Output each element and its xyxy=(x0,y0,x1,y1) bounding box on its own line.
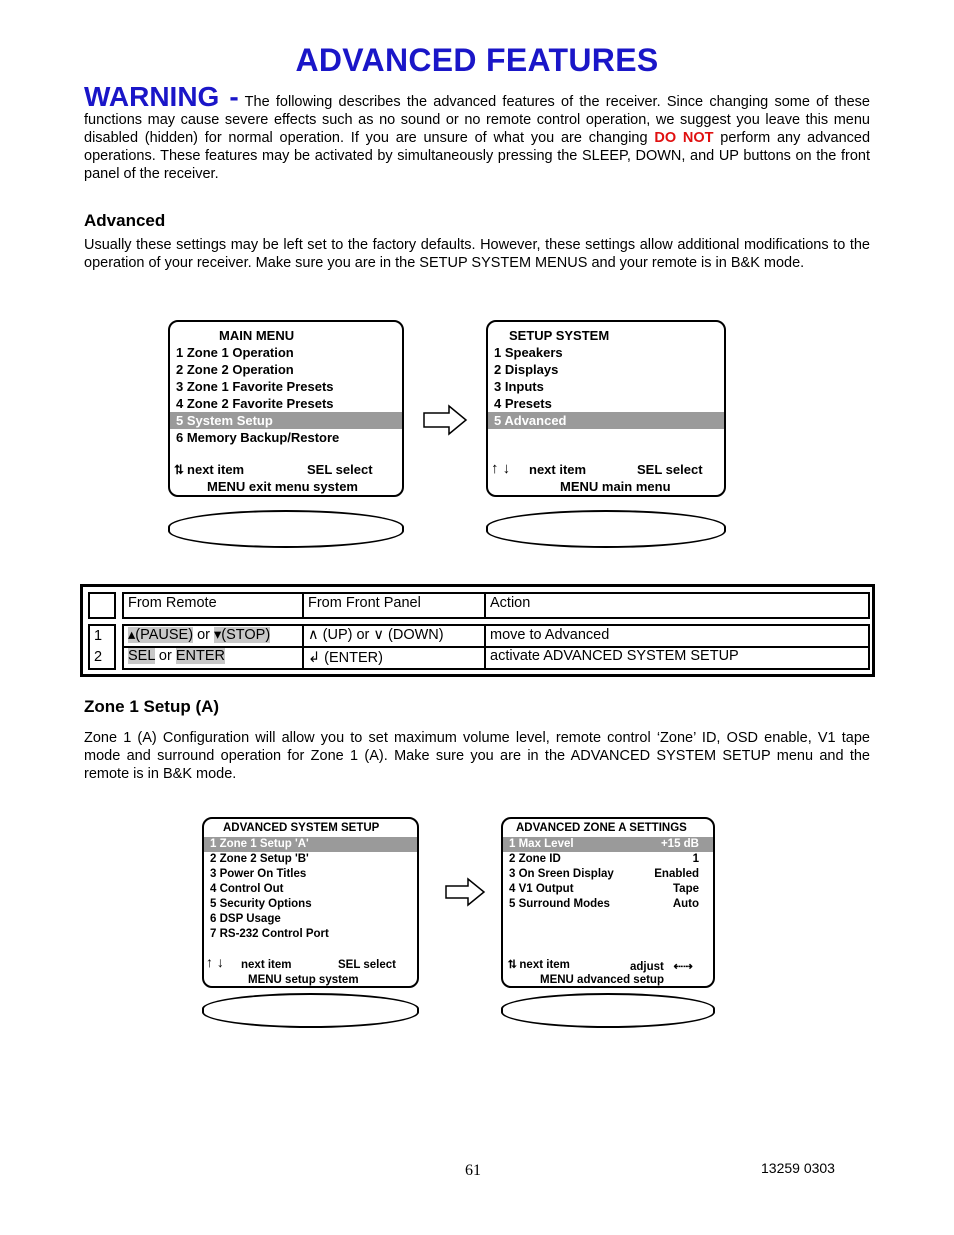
up-down-arrows-icon: ⮁ xyxy=(173,462,184,477)
adv-zone-footer-menu: MENU advanced setup xyxy=(540,974,664,986)
document-code: 13259 0303 xyxy=(761,1160,835,1176)
row-1-action: move to Advanced xyxy=(484,624,870,648)
list-item[interactable]: 3 Inputs xyxy=(494,379,544,394)
setting-value: Tape xyxy=(673,883,699,895)
list-item[interactable]: 6 Memory Backup/Restore xyxy=(176,430,340,445)
instruction-table xyxy=(80,584,875,677)
right-arrow-icon xyxy=(444,877,486,907)
list-item[interactable] xyxy=(503,837,713,852)
page-number: 61 xyxy=(465,1162,481,1179)
row-1-panel: ∧ (UP) or ∨ (DOWN) xyxy=(302,624,486,648)
main-menu-footer-sel: SEL select xyxy=(307,462,373,477)
advanced-paragraph: Usually these settings may be left set to the factory defaults. However, these settings allow additional modifications to the operation of your receiver. Make sure you are in the SETUP SYSTEM MENUS and your remote is in B&K mode. xyxy=(84,237,870,271)
list-item[interactable]: 1 Zone 1 Operation xyxy=(176,345,294,360)
adv-zone-footer-nav: ⮁ next item xyxy=(507,959,570,971)
table-header-remote: From Remote xyxy=(122,592,304,619)
setup-system-remote-oval xyxy=(486,510,726,548)
list-item[interactable]: 4 Zone 2 Favorite Presets xyxy=(176,396,334,411)
adv-zone-remote-oval xyxy=(501,993,715,1028)
warning-text-1: The following describes the advanced features of the receiver. Since changing some of these functions may cause severe effects such as no sound or no remote control operation, we suggest you leave this menu disabled (hidden) for normal operation. If you are unsure of what you are changing xyxy=(84,94,870,146)
page-title: ADVANCED FEATURES xyxy=(295,42,659,78)
setting-label: 1 Max Level xyxy=(509,838,574,850)
main-menu-list xyxy=(170,344,402,446)
adv-system-setup-screen xyxy=(202,817,419,988)
setting-label: 4 V1 Output xyxy=(509,883,574,895)
main-menu-screen xyxy=(168,320,404,497)
zone1-heading: Zone 1 Setup (A) xyxy=(84,697,220,716)
setup-system-footer-sel: SEL select xyxy=(637,462,703,477)
adv-system-footer-sel: SEL select xyxy=(338,959,396,971)
adv-zone-a-title: ADVANCED ZONE A SETTINGS xyxy=(516,822,687,834)
setting-value: +15 dB xyxy=(660,838,699,850)
adv-system-footer-menu: MENU setup system xyxy=(248,974,359,986)
row-1-remote-b: ▾(STOP) xyxy=(214,627,271,643)
row-2-remote-a: SEL xyxy=(128,648,155,664)
list-item[interactable] xyxy=(503,882,713,897)
table-header-panel: From Front Panel xyxy=(302,592,486,619)
list-item[interactable]: 6 DSP Usage xyxy=(210,913,281,925)
list-item[interactable]: 4 Presets xyxy=(494,396,552,411)
row-2-action: activate ADVANCED SYSTEM SETUP xyxy=(484,646,870,670)
table-corner-cell xyxy=(88,592,116,619)
adv-zone-footer-adjust: adjust ⇠⇢ xyxy=(630,961,693,973)
row-2-remote-b: ENTER xyxy=(175,648,225,664)
table-num-column xyxy=(88,624,116,670)
adv-zone-a-screen xyxy=(501,817,715,988)
list-item[interactable]: 1 Speakers xyxy=(494,345,563,360)
setting-label: 2 Zone ID xyxy=(509,853,561,865)
table-row: ▴(PAUSE) or ▾(STOP) xyxy=(122,624,304,648)
up-down-arrows-icon: ↑ ↓ xyxy=(206,954,224,970)
list-item[interactable] xyxy=(503,897,713,912)
up-down-arrows-icon: ⮁ xyxy=(507,959,517,971)
zone1-paragraph: Zone 1 (A) Configuration will allow you to set maximum volume level, remote control ‘Zone’ ID, OSD enable, V1 tape mode and surround operation for Zone 1 (A). Make sure you are in the ADVANCED SYSTEM SETUP menu and the remote is in B&K mode. xyxy=(84,730,870,782)
row-1-remote-a: ▴(PAUSE) xyxy=(128,627,194,643)
list-item[interactable]: 3 Power On Titles xyxy=(210,868,307,880)
setting-value: Auto xyxy=(672,898,699,910)
setup-system-footer-menu: MENU main menu xyxy=(560,479,671,494)
setup-system-list xyxy=(488,344,724,429)
list-item[interactable]: 2 Zone 2 Operation xyxy=(176,362,294,377)
adv-system-footer-nav: next item xyxy=(241,959,292,971)
setup-system-title: SETUP SYSTEM xyxy=(509,328,610,343)
right-arrow-icon xyxy=(422,404,468,436)
list-item[interactable] xyxy=(503,867,713,882)
list-item[interactable]: 2 Zone 2 Setup 'B' xyxy=(210,853,309,865)
list-item[interactable]: 5 Advanced xyxy=(488,412,724,429)
row-2-panel: ↲ (ENTER) xyxy=(302,646,486,670)
row-2-num: 2 xyxy=(94,649,103,665)
warning-emphasis: DO NOT xyxy=(654,130,714,146)
main-menu-remote-oval xyxy=(168,510,404,548)
table-row: SEL or ENTER xyxy=(122,646,304,670)
list-item[interactable]: 1 Zone 1 Setup 'A' xyxy=(204,837,417,852)
main-menu-footer-nav: ⮁ next item xyxy=(173,462,245,477)
list-item[interactable]: 5 Security Options xyxy=(210,898,312,910)
main-menu-footer-menu: MENU exit menu system xyxy=(207,479,358,494)
setup-system-screen xyxy=(486,320,726,497)
list-item[interactable]: 4 Control Out xyxy=(210,883,284,895)
warning-label: WARNING - xyxy=(84,81,239,112)
main-menu-title: MAIN MENU xyxy=(219,328,295,343)
up-down-arrows-icon: ↑ ↓ xyxy=(491,460,511,477)
list-item[interactable]: 3 Zone 1 Favorite Presets xyxy=(176,379,334,394)
setting-label: 3 On Sreen Display xyxy=(509,868,614,880)
adv-zone-a-list xyxy=(503,837,713,912)
setup-system-footer-nav: next item xyxy=(529,462,587,477)
warning-text-2: perform any advanced operations. These features may be activated by simultaneously pressing the SLEEP, DOWN, and UP buttons on the front panel of the receiver. xyxy=(84,130,871,182)
adv-system-remote-oval xyxy=(202,993,419,1028)
row-1-num: 1 xyxy=(94,628,103,644)
setting-value: Enabled xyxy=(654,868,699,880)
advanced-heading: Advanced xyxy=(84,211,166,230)
setting-label: 5 Surround Modes xyxy=(509,898,610,910)
left-right-arrows-icon: ⇠⇢ xyxy=(667,961,693,973)
setting-value: 1 xyxy=(692,853,699,865)
list-item[interactable]: 2 Displays xyxy=(494,362,559,377)
adv-system-setup-list xyxy=(204,837,417,942)
table-header-action: Action xyxy=(484,592,870,619)
list-item[interactable]: 7 RS-232 Control Port xyxy=(210,928,329,940)
list-item[interactable] xyxy=(503,852,713,867)
adv-system-setup-title: ADVANCED SYSTEM SETUP xyxy=(223,822,380,834)
warning-paragraph xyxy=(84,81,871,183)
list-item[interactable]: 5 System Setup xyxy=(170,412,402,429)
